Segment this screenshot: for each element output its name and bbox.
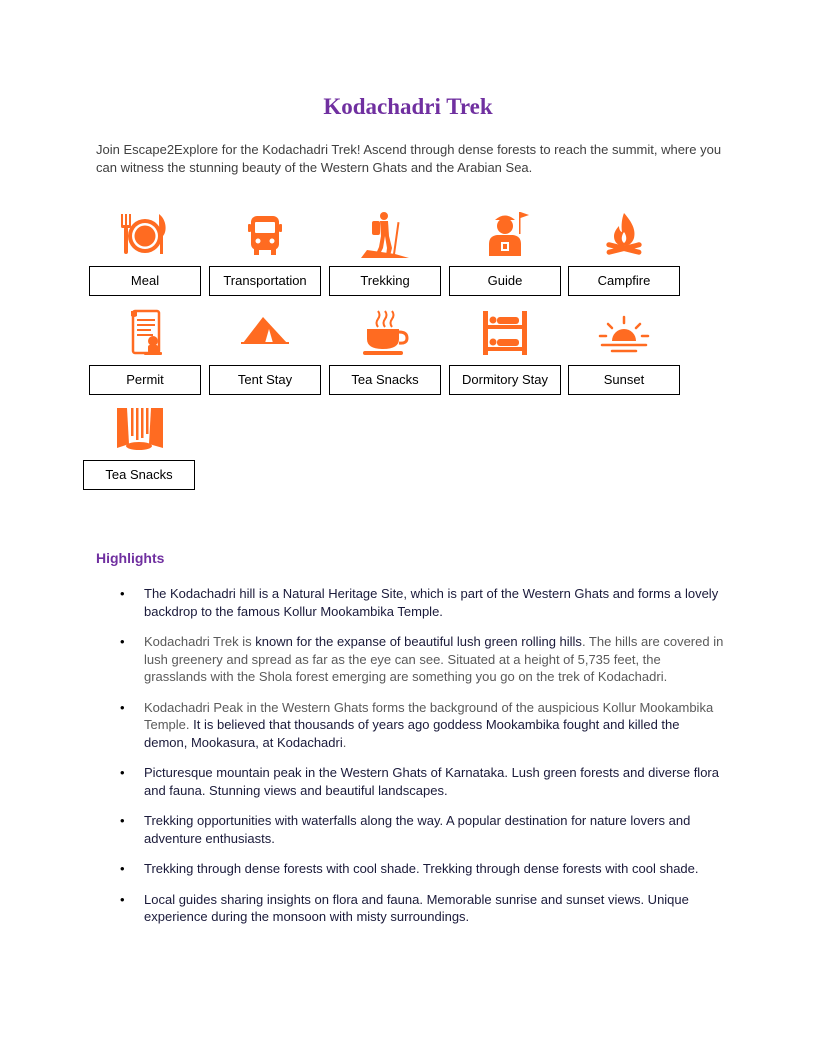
permit-icon — [115, 309, 175, 359]
amenity-label: Transportation — [209, 266, 321, 296]
meal-icon — [115, 210, 175, 260]
amenity-label: Tea Snacks — [329, 365, 441, 395]
list-item: • Local guides sharing insights on flora and fauna. Memorable sunrise and sunset views. Unique experience during the monsoon with misty surroundings. — [144, 891, 724, 926]
highlights-list — [144, 585, 724, 939]
list-item: • Kodachadri Trek is known for the expanse of beautiful lush green rolling hills. The hills are covered in lush greenery and spread as far as the eye can see. Situated at a height of 5,735 feet, the grasslands with the Shola forest emerging are something you go on the trek of Kodachadri. — [144, 633, 724, 686]
bus-icon — [235, 210, 295, 260]
amenity-label: Permit — [89, 365, 201, 395]
amenity-label: Tent Stay — [209, 365, 321, 395]
amenity-label: Meal — [89, 266, 201, 296]
bunk-bed-icon — [475, 309, 535, 359]
page-title: Kodachadri Trek — [323, 94, 493, 119]
list-item: • The Kodachadri hill is a Natural Heritage Site, which is part of the Western Ghats and forms a lovely backdrop to the famous Kollur Mookambika Temple. — [144, 585, 724, 620]
waterfall-icon — [109, 404, 169, 454]
amenity-label: Tea Snacks — [83, 460, 195, 490]
amenity-label: Guide — [449, 266, 561, 296]
amenity-label: Campfire — [568, 266, 680, 296]
amenity-label: Sunset — [568, 365, 680, 395]
list-item: • Trekking opportunities with waterfalls along the way. A popular destination for nature lovers and adventure enthusiasts. — [144, 812, 724, 847]
guide-icon — [475, 210, 535, 260]
intro-paragraph: Join Escape2Explore for the Kodachadri Trek! Ascend through dense forests to reach the summit, where you can witness the stunning beauty of the Western Ghats and the Arabian Sea. — [96, 142, 722, 175]
trekker-icon — [355, 210, 415, 260]
highlights-heading: Highlights — [96, 550, 165, 566]
amenity-label: Dormitory Stay — [449, 365, 561, 395]
list-item: • Picturesque mountain peak in the Western Ghats of Karnataka. Lush green forests and diverse flora and fauna. Stunning views and beautiful landscapes. — [144, 764, 724, 799]
sunset-icon — [594, 309, 654, 359]
list-item: • Kodachadri Peak in the Western Ghats forms the background of the auspicious Kollur Mookambika Temple. It is believed that thousands of years ago goddess Mookambika fought and killed the demon, Mookasura, at Kodachadri. — [144, 699, 724, 752]
tent-icon — [235, 309, 295, 359]
campfire-icon — [594, 210, 654, 260]
list-item: • Trekking through dense forests with cool shade. Trekking through dense forests with cool shade. — [144, 860, 724, 878]
tea-cup-icon — [355, 309, 415, 359]
amenity-label: Trekking — [329, 266, 441, 296]
